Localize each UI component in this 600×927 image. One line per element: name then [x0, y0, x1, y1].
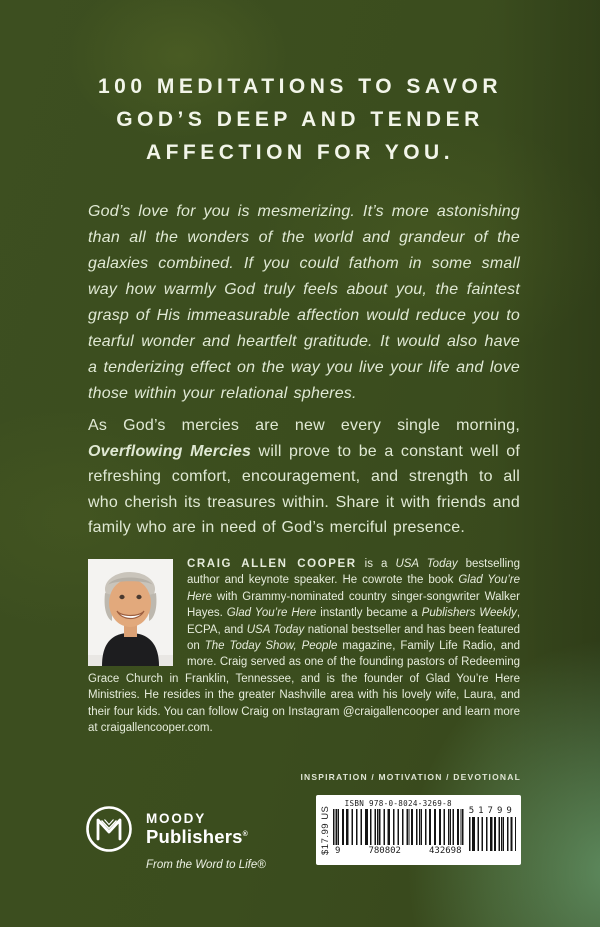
author-photo-illustration [88, 559, 173, 666]
isbn-number: ISBN 978-0-8024-3269-8 [344, 799, 452, 808]
moody-logo-icon [84, 804, 134, 854]
author-bio [88, 556, 520, 736]
supplement-bars [469, 817, 516, 851]
ean-digits: 9 780802 432698 [335, 846, 462, 856]
publisher-logo [84, 799, 304, 889]
headline-line-1: 100 MEDITATIONS TO SAVOR [98, 75, 502, 98]
description-paragraph-2: As God’s mercies are new every single morning, Overflowing Mercies will prove to be a constant well of refreshing comfort, encouragement, and strength to all who cherish its treasures within. Share it with friends and family who are in need of God’s merciful presence. [88, 417, 521, 536]
price-label: $17.99 US [320, 805, 331, 856]
ean-bars [333, 809, 464, 845]
headline-line-2: GOD’S DEEP AND TENDER [116, 108, 484, 131]
headline [0, 70, 600, 169]
publisher-name-top: MOODY [146, 811, 207, 826]
ean-barcode [333, 799, 464, 862]
supplement-digits: 51799 [468, 806, 516, 816]
barcode-panel [316, 795, 521, 865]
author-bio-text: CRAIG ALLEN COOPER is a USA Today bestselling author and keynote speaker. He cowrote the book Glad You’re Here with Grammy-nominated country singer-songwriter Walker Hayes. Glad You’re Here instantly became a Publishers Weekly, ECPA, and USA Today national bestseller and has been featured on The Today Show, People magazine, Family Life Radio, and more. Craig served as one of the founding pastors of Redeeming Grace Church in Franklin, Tennessee, and is the founder of Glad You’re Here Ministries. He resides in the greater Nashville area with his lovely wife, Laura, and their four kids. You can follow Craig on Instagram @craigallencooper and learn more at craigallencooper.com. [88, 558, 521, 735]
author-photo [88, 559, 173, 666]
supplement-barcode [469, 799, 516, 862]
headline-line-3: AFFECTION FOR YOU. [145, 141, 455, 164]
registered-mark: ® [242, 830, 248, 838]
description-paragraph-1: God’s love for you is mesmerizing. It’s more astonishing than all the wonders of the world and grandeur of the galaxies combined. If you could fathom in some small way how warmly God truly feels about you, the faintest grasp of His immeasurable affection would reduce you to tearful wonder and heartfelt gratitude. It would also have a tenderizing effect on the way you live your life and love those within your relational spheres. [88, 203, 520, 402]
category-line: INSPIRATION / MOTIVATION / DEVOTIONAL [300, 772, 521, 782]
publisher-tagline: From the Word to Life® [146, 859, 266, 871]
publisher-name-bottom: Publishers® [146, 826, 248, 847]
